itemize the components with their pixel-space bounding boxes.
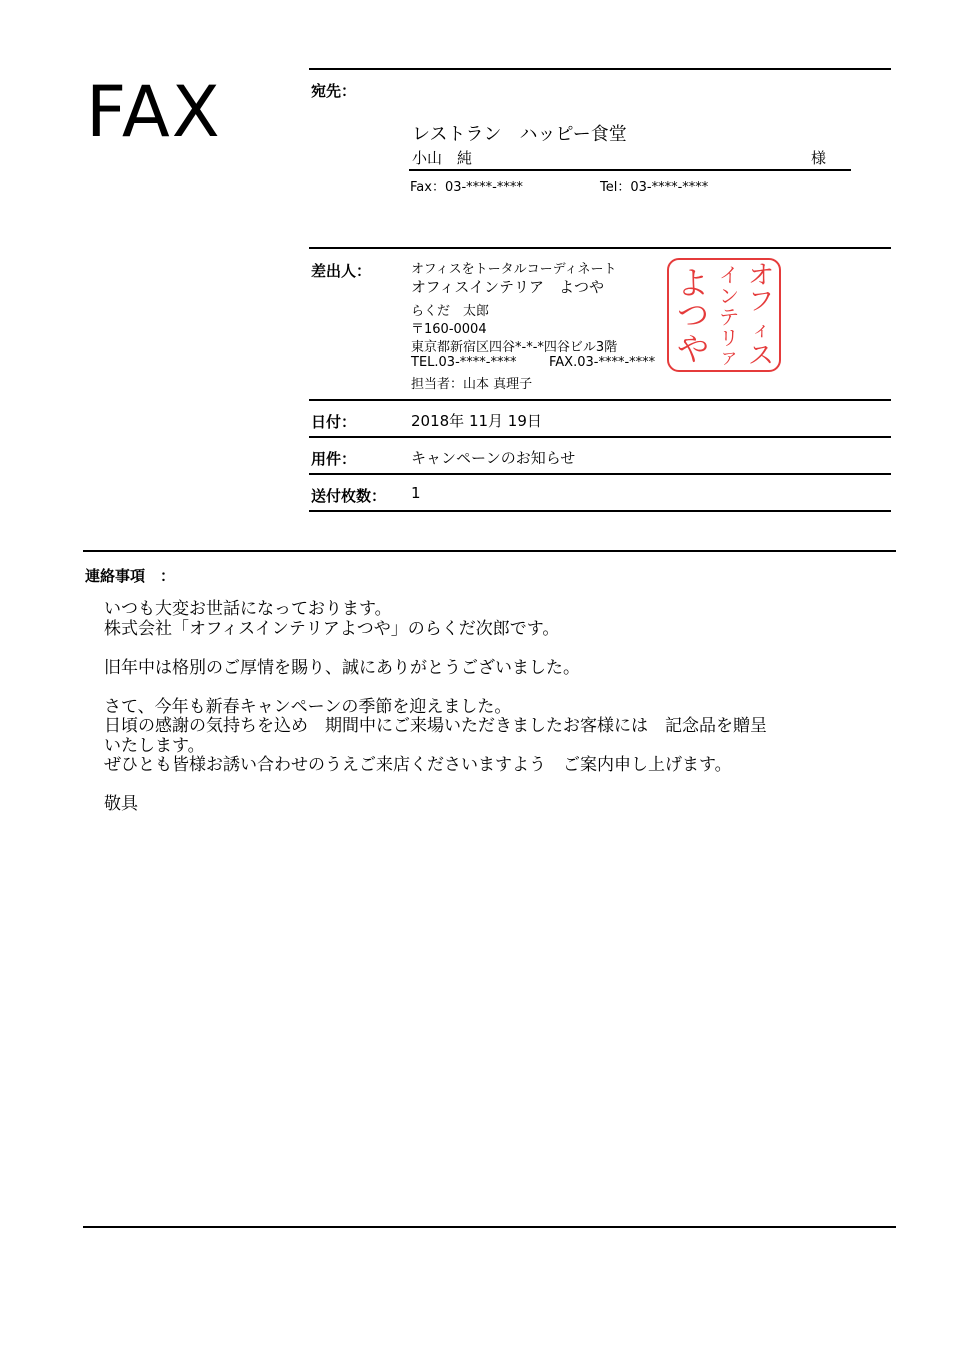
divider-pages-bottom bbox=[309, 510, 891, 512]
notes-line bbox=[104, 639, 767, 659]
svg-text:ィ: ィ bbox=[751, 317, 771, 341]
notes-body bbox=[104, 600, 767, 815]
svg-text:ン: ン bbox=[719, 284, 739, 308]
svg-text:よ: よ bbox=[676, 264, 710, 302]
notes-line bbox=[104, 678, 767, 698]
company-seal-stamp bbox=[667, 258, 781, 372]
notes-line: さて、今年も新春キャンペーンの季節を迎えました。 bbox=[104, 696, 512, 717]
from-postal: 〒160-0004 bbox=[411, 322, 487, 337]
date-value: 2018年 11月 19日 bbox=[411, 412, 542, 430]
to-company: レストラン ハッピー食堂 bbox=[412, 124, 627, 145]
svg-text:フ: フ bbox=[747, 287, 775, 317]
notes-line: いつも大変お世話になっております。 bbox=[104, 599, 392, 619]
from-contact: 担当者：山本 真理子 bbox=[411, 377, 533, 392]
to-person: 小山 純 bbox=[412, 149, 473, 167]
divider-from bbox=[309, 247, 891, 249]
to-tel: Tel：03-****-**** bbox=[600, 180, 709, 195]
divider-notes bbox=[83, 550, 896, 552]
divider-bottom bbox=[83, 1226, 896, 1228]
svg-text:つ: つ bbox=[676, 296, 710, 334]
seal-stamp-icon bbox=[669, 260, 779, 370]
divider-top bbox=[309, 68, 891, 70]
pages-label: 送付枚数： bbox=[311, 487, 387, 505]
from-tel: TEL.03-****-**** bbox=[411, 355, 517, 370]
svg-text:ア: ア bbox=[720, 349, 738, 368]
date-label: 日付： bbox=[311, 413, 357, 431]
svg-text:ス: ス bbox=[747, 341, 775, 370]
to-honorific: 様 bbox=[811, 149, 827, 167]
notes-line bbox=[104, 776, 767, 796]
svg-text:イ: イ bbox=[719, 263, 739, 287]
from-name: らくだ 太郎 bbox=[411, 304, 490, 319]
notes-line: 敬具 bbox=[104, 794, 138, 814]
svg-text:や: や bbox=[676, 330, 710, 368]
to-underline bbox=[409, 169, 851, 171]
divider-pages bbox=[309, 473, 891, 475]
notes-line: 株式会社「オフィスインテリアよつや」のらくだ次郎です。 bbox=[104, 618, 560, 639]
pages-value: 1 bbox=[411, 484, 421, 502]
to-fax: Fax：03-****-**** bbox=[410, 180, 523, 195]
from-fax: FAX.03-****-**** bbox=[549, 355, 656, 370]
subject-value: キャンペーンのお知らせ bbox=[411, 449, 576, 467]
subject-label: 用件： bbox=[311, 450, 357, 468]
from-address: 東京都新宿区四谷*-*-*四谷ビル3階 bbox=[411, 340, 618, 355]
notes-line: 日頃の感謝の気持ちを込め 期間中にご来場いただきましたお客様には 記念品を贈呈 bbox=[104, 716, 767, 736]
notes-line: ぜひとも皆様お誘い合わせのうえご来店くださいますよう ご案内申し上げます。 bbox=[104, 755, 732, 775]
notes-label: 連絡事項 ： bbox=[85, 567, 176, 585]
from-label: 差出人： bbox=[311, 262, 372, 280]
notes-line: いたします。 bbox=[104, 735, 205, 756]
from-tagline: オフィスをトータルコーディネート bbox=[411, 262, 617, 277]
svg-text:リ: リ bbox=[719, 326, 739, 350]
from-company: オフィスインテリア よつや bbox=[411, 278, 605, 296]
divider-date bbox=[309, 399, 891, 401]
svg-text:オ: オ bbox=[747, 261, 775, 291]
to-label: 宛先： bbox=[311, 82, 357, 100]
svg-text:テ: テ bbox=[719, 305, 739, 329]
notes-line: 旧年中は格別のご厚情を賜り、誠にありがとうございました。 bbox=[104, 657, 580, 678]
fax-title: FAX bbox=[86, 71, 222, 153]
divider-subject bbox=[309, 436, 891, 438]
